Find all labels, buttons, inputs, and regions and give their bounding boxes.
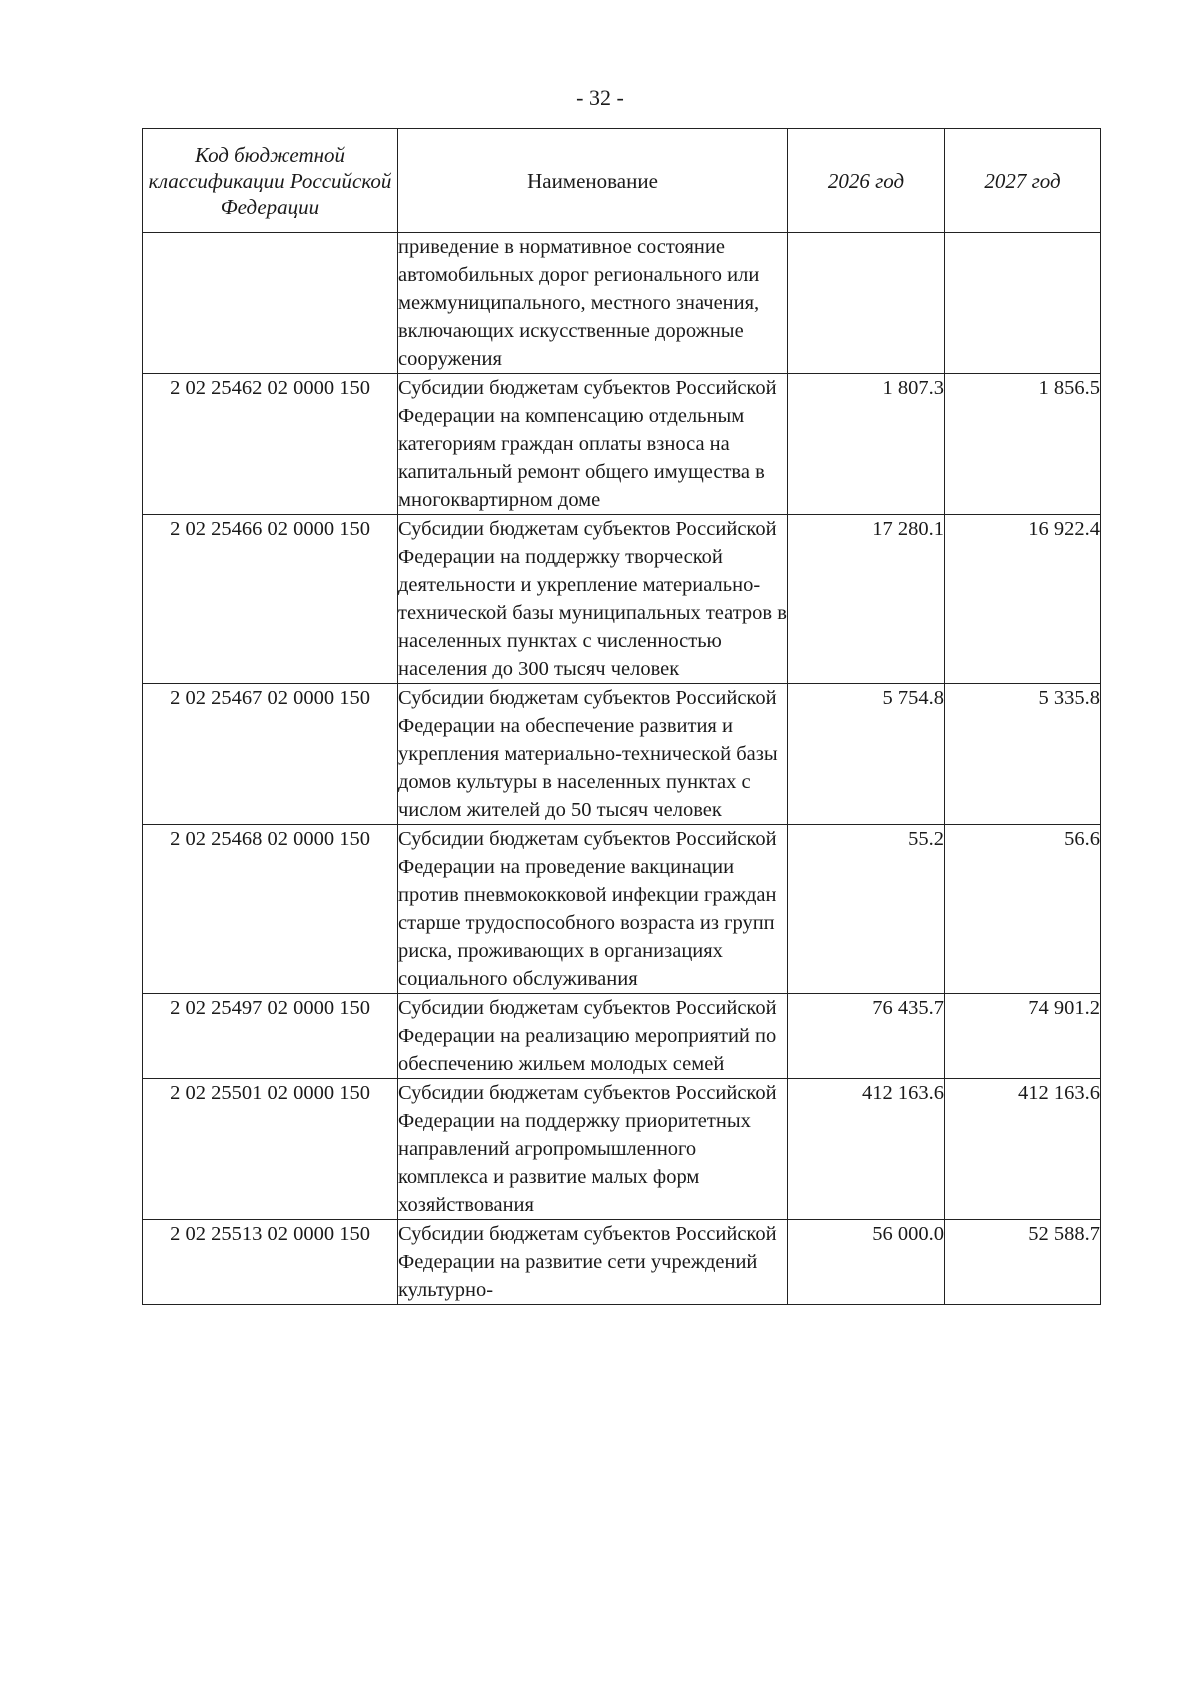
year-2026-cell bbox=[788, 233, 945, 374]
header-year-2026: 2026 год bbox=[788, 129, 945, 233]
name-cell: Субсидии бюджетам субъектов Российской Федерации на реализацию мероприятий по обеспечению жильем молодых семей bbox=[398, 994, 788, 1079]
year-2027-cell: 52 588.7 bbox=[945, 1220, 1101, 1305]
name-cell: Субсидии бюджетам субъектов Российской Федерации на поддержку приоритетных направлений агропромышленного комплекса и развитие малых форм хозяйствования bbox=[398, 1079, 788, 1220]
year-2026-cell: 412 163.6 bbox=[788, 1079, 945, 1220]
table-row bbox=[143, 994, 1101, 1079]
year-2027-cell: 1 856.5 bbox=[945, 374, 1101, 515]
code-cell: 2 02 25462 02 0000 150 bbox=[143, 374, 398, 515]
code-cell: 2 02 25513 02 0000 150 bbox=[143, 1220, 398, 1305]
year-2027-cell bbox=[945, 233, 1101, 374]
year-2026-cell: 76 435.7 bbox=[788, 994, 945, 1079]
budget-table bbox=[142, 128, 1101, 1305]
code-cell: 2 02 25467 02 0000 150 bbox=[143, 684, 398, 825]
year-2027-cell: 56.6 bbox=[945, 825, 1101, 994]
table-row bbox=[143, 684, 1101, 825]
year-2027-cell: 16 922.4 bbox=[945, 515, 1101, 684]
year-2027-cell: 412 163.6 bbox=[945, 1079, 1101, 1220]
year-2026-cell: 55.2 bbox=[788, 825, 945, 994]
name-cell: приведение в нормативное состояние автомобильных дорог регионального или межмуниципального, местного значения, включающих искусственные дорожные сооружения bbox=[398, 233, 788, 374]
page-number: - 32 - bbox=[576, 85, 624, 110]
year-2027-cell: 5 335.8 bbox=[945, 684, 1101, 825]
year-2027-cell: 74 901.2 bbox=[945, 994, 1101, 1079]
name-cell: Субсидии бюджетам субъектов Российской Федерации на поддержку творческой деятельности и укрепление материально-технической базы муниципальных театров в населенных пунктах с численностью населения до 300 тысяч человек bbox=[398, 515, 788, 684]
table-row bbox=[143, 515, 1101, 684]
code-cell: 2 02 25501 02 0000 150 bbox=[143, 1079, 398, 1220]
year-2026-cell: 5 754.8 bbox=[788, 684, 945, 825]
name-cell: Субсидии бюджетам субъектов Российской Федерации на обеспечение развития и укрепления материально-технической базы домов культуры в населенных пунктах с числом жителей до 50 тысяч человек bbox=[398, 684, 788, 825]
code-cell: 2 02 25468 02 0000 150 bbox=[143, 825, 398, 994]
code-cell: 2 02 25497 02 0000 150 bbox=[143, 994, 398, 1079]
code-cell bbox=[143, 233, 398, 374]
table-row bbox=[143, 1079, 1101, 1220]
header-name: Наименование bbox=[398, 129, 788, 233]
code-cell: 2 02 25466 02 0000 150 bbox=[143, 515, 398, 684]
table-row bbox=[143, 233, 1101, 374]
header-row bbox=[143, 129, 1101, 233]
year-2026-cell: 17 280.1 bbox=[788, 515, 945, 684]
table-row bbox=[143, 374, 1101, 515]
header-code: Код бюджетной классификации Российской Федерации bbox=[143, 129, 398, 233]
year-2026-cell: 56 000.0 bbox=[788, 1220, 945, 1305]
table-row bbox=[143, 1220, 1101, 1305]
name-cell: Субсидии бюджетам субъектов Российской Федерации на проведение вакцинации против пневмококковой инфекции граждан старше трудоспособного возраста из групп риска, проживающих в организациях социального обслуживания bbox=[398, 825, 788, 994]
table-row bbox=[143, 825, 1101, 994]
header-year-2027: 2027 год bbox=[945, 129, 1101, 233]
year-2026-cell: 1 807.3 bbox=[788, 374, 945, 515]
name-cell: Субсидии бюджетам субъектов Российской Федерации на компенсацию отдельным категориям граждан оплаты взноса на капитальный ремонт общего имущества в многоквартирном доме bbox=[398, 374, 788, 515]
name-cell: Субсидии бюджетам субъектов Российской Федерации на развитие сети учреждений культурно- bbox=[398, 1220, 788, 1305]
